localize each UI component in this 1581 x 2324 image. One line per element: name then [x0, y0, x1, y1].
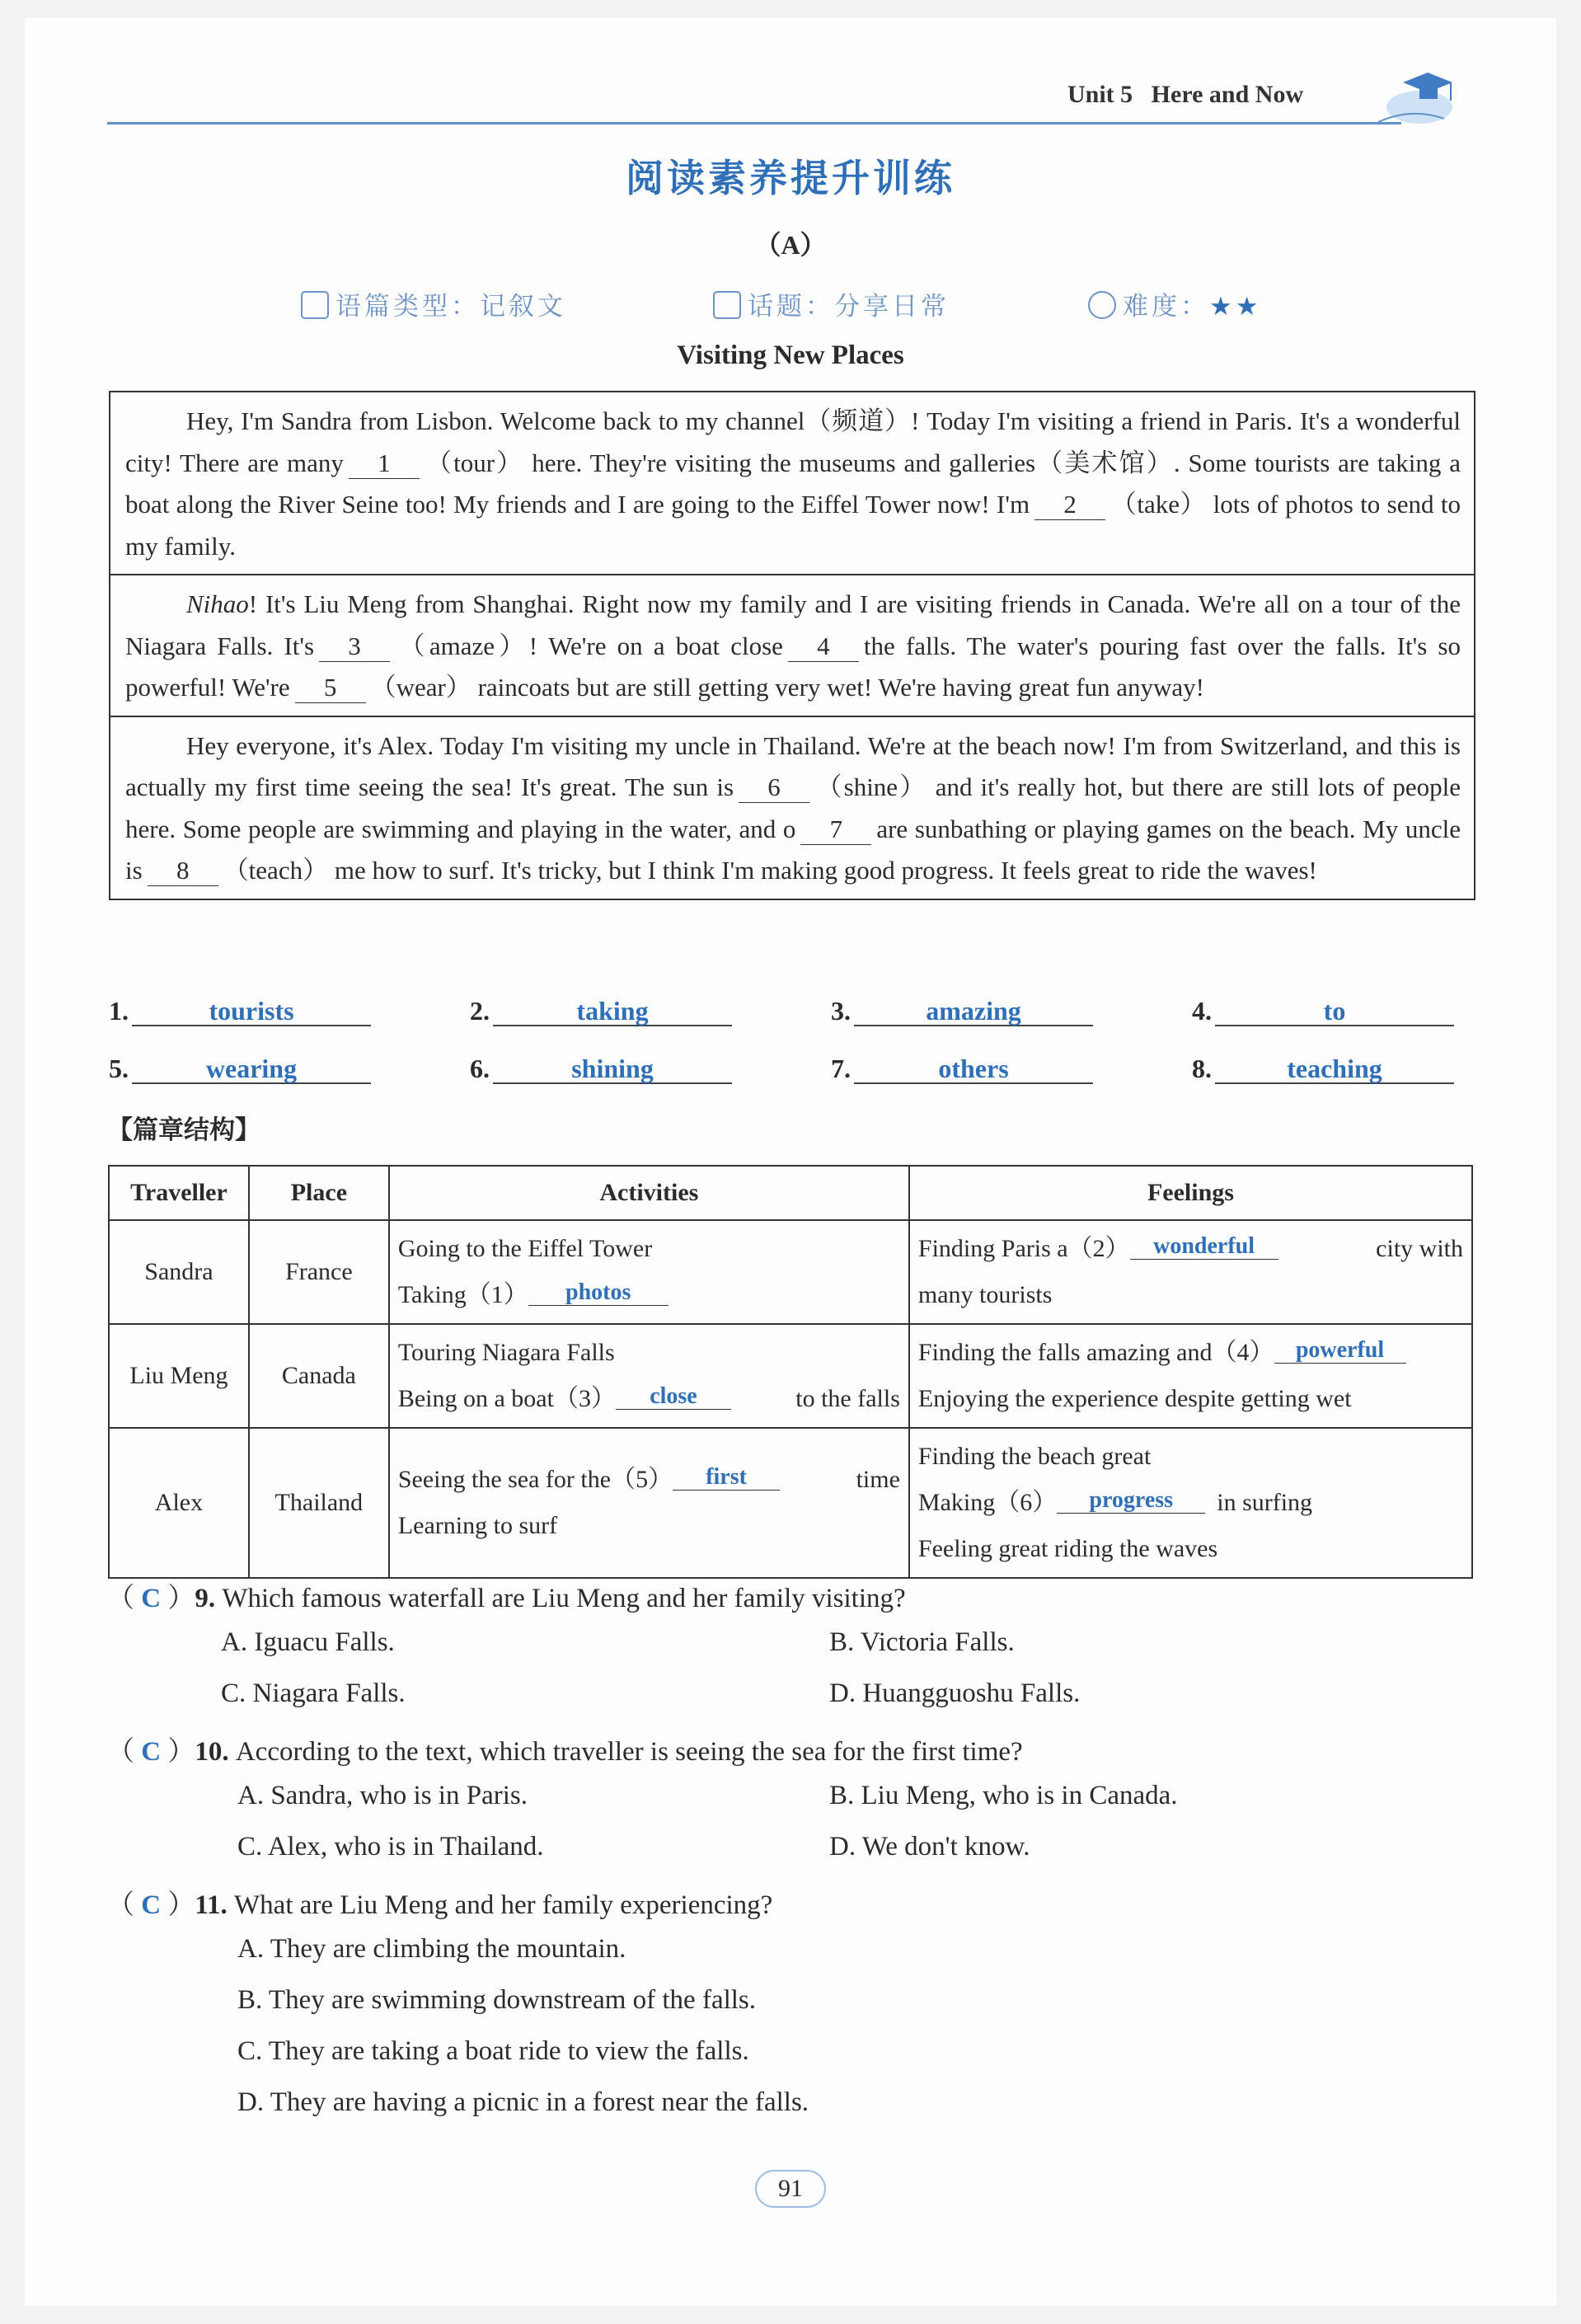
book-icon: [301, 291, 329, 319]
option: C. They are taking a boat ride to view the falls.: [237, 2036, 749, 2066]
answer-8: 8. teaching: [1192, 1054, 1454, 1084]
answer-choice-11: C: [141, 1890, 162, 1920]
answer-7: 7. others: [831, 1054, 1093, 1084]
graduation-cap-icon: [1362, 58, 1461, 132]
col-activities: Activities: [389, 1166, 909, 1220]
option: D. Huangguoshu Falls.: [829, 1678, 1081, 1708]
option: A. They are climbing the mountain.: [237, 1934, 626, 1964]
option: A. Iguacu Falls.: [221, 1627, 395, 1657]
option: B. They are swimming downstream of the falls.: [237, 1985, 757, 2015]
passage-title: Visiting New Places: [677, 340, 904, 370]
blank-7: 7: [800, 815, 871, 845]
table-row: Sandra France Going to the Eiffel Tower Taking（1） photos Finding Paris a（2） wonderful city with many tourists: [109, 1220, 1472, 1324]
chat-icon: [713, 291, 741, 319]
table-answer-1: photos: [528, 1280, 669, 1306]
option: D. They are having a picnic in a forest near the falls.: [237, 2087, 809, 2117]
structure-table: [108, 1165, 1473, 1579]
question-9: （ C ）9. Which famous waterfall are Liu Meng and her family visiting?: [107, 1584, 906, 1613]
medal-icon: [1088, 291, 1116, 319]
col-traveller: Traveller: [109, 1166, 249, 1220]
answer-4: 4. to: [1192, 996, 1454, 1026]
option: A. Sandra, who is in Paris.: [237, 1781, 528, 1810]
paragraph-sandra: Hey, I'm Sandra from Lisbon. Welcome back to my channel（频道）! Today I'm visiting a friend in Paris. It's a wonderful city! There are many 1 （tour） here. They're visiting the museums and galleries（美术馆）. Some tourists are taking a boat along the River Seine too! My friends and I are going to the Eiffel Tower now! I'm 2 （take） lots of photos to send to my family.: [125, 406, 1461, 561]
table-answer-3: close: [616, 1384, 731, 1410]
section-label: （A）: [754, 230, 827, 260]
option: B. Liu Meng, who is in Canada.: [829, 1781, 1178, 1810]
page-number: 91: [0, 2170, 1581, 2208]
blank-5: 5: [295, 673, 366, 703]
table-answer-6: progress: [1057, 1488, 1205, 1514]
table-answer-2: wonderful: [1130, 1234, 1278, 1260]
table-row: Liu Meng Canada Touring Niagara Falls Being on a boat（3） close to the falls Finding the falls amazing and（4） powerful Enjoying the experience despite getting wet: [109, 1324, 1472, 1428]
question-11: （ C ）11. What are Liu Meng and her family experiencing?: [107, 1890, 773, 1920]
page-title: 阅读素养提升训练: [626, 156, 955, 200]
meta-topic: 话题：分享日常: [713, 285, 950, 322]
table-answer-5: first: [673, 1465, 780, 1491]
blank-2: 2: [1034, 490, 1105, 520]
option: C. Niagara Falls.: [221, 1678, 406, 1708]
question-10: （ C ）10. According to the text, which traveller is seeing the sea for the first time?: [107, 1737, 1023, 1767]
answer-row-2: [109, 1054, 1477, 1095]
paragraph-alex: Hey everyone, it's Alex. Today I'm visiting my uncle in Thailand. We're at the beach now! I'm from Switzerland, and this is actually my first time seeing the sea! It's great. The sun is 6 （shine） and it's really hot, but there are still lots of people here. Some people are swimming and playing in the water, and o 7 are sunbathing or playing games on the beach. My uncle is 8 （teach） me how to surf. It's tricky, but I think I'm making good progress. It feels great to ride the waves!: [110, 716, 1474, 899]
table-header-row: [109, 1166, 1472, 1220]
answer-choice-10: C: [141, 1737, 162, 1767]
col-place: Place: [249, 1166, 389, 1220]
difficulty-stars: ★★: [1209, 292, 1262, 322]
col-feelings: Feelings: [909, 1166, 1472, 1220]
table-answer-4: powerful: [1274, 1338, 1406, 1364]
unit-header: Unit 5 Here and Now: [1067, 81, 1304, 108]
option: D. We don't know.: [829, 1832, 1030, 1862]
blank-1: 1: [349, 448, 420, 479]
option: C. Alex, who is in Thailand.: [237, 1832, 544, 1862]
blank-6: 6: [739, 772, 809, 803]
blank-4: 4: [788, 631, 859, 662]
answer-5: 5. wearing: [109, 1054, 371, 1084]
meta-genre: 语篇类型：记叙文: [301, 285, 566, 322]
header-rule: [107, 122, 1401, 124]
paragraph-liu-meng: Nihao! It's Liu Meng from Shanghai. Right now my family and I are visiting friends in Canada. We're all on a tour of the Niagara Falls. It's 3 （amaze）! We're on a boat close 4 the falls. The water's pouring fast over the falls. It's so powerful! We're 5 （wear） raincoats but are still getting very wet! We're having great fun anyway!: [110, 574, 1474, 716]
structure-heading: 【篇章结构】: [107, 1115, 260, 1145]
passage-box: [109, 391, 1475, 900]
answer-row-1: [109, 996, 1477, 1037]
answer-1: 1. tourists: [109, 996, 371, 1026]
answer-2: 2. taking: [470, 996, 732, 1026]
answer-3: 3. amazing: [831, 996, 1093, 1026]
blank-8: 8: [148, 856, 218, 886]
meta-difficulty: 难度：★★: [1088, 285, 1262, 322]
option: B. Victoria Falls.: [829, 1627, 1015, 1657]
table-row: Alex Thailand Seeing the sea for the（5） first time Learning to surf Finding the beach great Making（6） progress in surfing Feeling great riding the waves: [109, 1428, 1472, 1578]
blank-3: 3: [319, 631, 390, 662]
answer-choice-9: C: [141, 1584, 162, 1613]
answer-6: 6. shining: [470, 1054, 732, 1084]
